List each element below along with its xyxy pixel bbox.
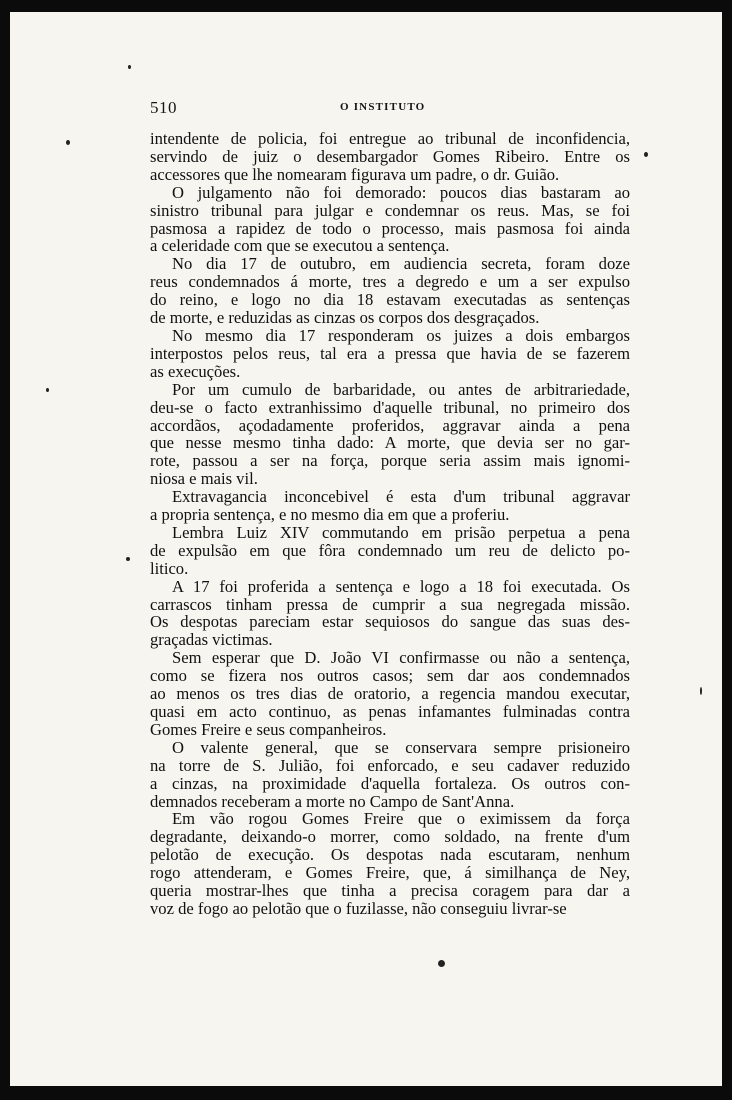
paragraph bbox=[150, 649, 630, 739]
text-line: graçadas victimas. bbox=[150, 630, 273, 650]
paragraph bbox=[150, 524, 630, 578]
book-page bbox=[10, 12, 722, 1086]
text-line: niosa e mais vil. bbox=[150, 469, 258, 489]
text-line: accordãos, açodadamente proferidos, aggravar ainda a pena bbox=[150, 415, 630, 435]
text-line: a propria sentença, e no mesmo dia em que a proferiu. bbox=[150, 505, 510, 525]
ink-speck bbox=[126, 557, 130, 561]
paragraph bbox=[150, 578, 630, 650]
text-line: interpostos pelos reus, tal era a pressa que havia de se fazerem bbox=[150, 343, 630, 363]
page-header bbox=[150, 98, 640, 118]
text-line: Em vão rogou Gomes Freire que o eximissem da força bbox=[172, 809, 630, 829]
text-line: Sem esperar que D. João VI confirmasse ou não a sentença, bbox=[172, 648, 630, 668]
text-line: Gomes Freire e seus companheiros. bbox=[150, 719, 387, 739]
text-line: deu-se o facto extranhissimo d'aquelle tribunal, no primeiro dos bbox=[150, 397, 630, 417]
paragraph bbox=[150, 184, 630, 256]
text-line: ao menos os tres dias de oratorio, a regencia mandou executar, bbox=[150, 684, 630, 704]
text-line: do reino, e logo no dia 18 estavam executadas as sentenças bbox=[150, 290, 630, 310]
ink-speck bbox=[128, 65, 131, 69]
text-line: Lembra Luiz XIV commutando em prisão perpetua a pena bbox=[172, 522, 630, 542]
text-line: as execuções. bbox=[150, 361, 241, 381]
text-line: No mesmo dia 17 responderam os juizes a dois embargos bbox=[172, 325, 630, 345]
ink-speck bbox=[46, 388, 49, 392]
paragraph bbox=[150, 381, 630, 488]
text-line: O valente general, que se conservara sempre prisioneiro bbox=[172, 737, 630, 757]
page-number: 510 bbox=[150, 98, 177, 117]
text-line: reus condemnados á morte, tres a degredo e um a ser expulso bbox=[150, 272, 630, 292]
text-line: de morte, e reduzidas as cinzas os corpos dos desgraçados. bbox=[150, 308, 540, 328]
text-line: No dia 17 de outubro, em audiencia secreta, foram doze bbox=[172, 254, 630, 274]
running-title: O INSTITUTO bbox=[340, 101, 426, 113]
text-line: litico. bbox=[150, 558, 189, 578]
text-line: Os despotas pareciam estar sequiosos do sangue das suas des- bbox=[150, 612, 630, 632]
paragraph bbox=[150, 255, 630, 327]
text-line: a cinzas, na proximidade d'aquella fortaleza. Os outros con- bbox=[150, 773, 630, 793]
paragraph bbox=[150, 488, 630, 524]
text-line: pasmosa a rapidez de todo o processo, mais pasmosa foi ainda bbox=[150, 218, 630, 238]
text-line: sinistro tribunal para julgar e condemnar os reus. Mas, se foi bbox=[150, 200, 630, 220]
text-line: voz de fogo ao pelotão que o fuzilasse, não conseguiu livrar-se bbox=[150, 898, 567, 918]
body-text bbox=[150, 130, 630, 918]
ink-speck bbox=[438, 960, 445, 967]
text-line: Por um cumulo de barbaridade, ou antes de arbitrariedade, bbox=[172, 379, 630, 399]
paragraph bbox=[150, 739, 630, 811]
text-line: degradante, deixando-o morrer, como soldado, na frente d'um bbox=[150, 827, 630, 847]
text-line: servindo de juiz o desembargador Gomes Ribeiro. Entre os bbox=[150, 146, 630, 166]
ink-speck bbox=[700, 687, 702, 695]
text-line: como se fizera nos outros casos; sem dar aos condemnados bbox=[150, 666, 630, 686]
ink-speck bbox=[644, 152, 648, 157]
text-line: de expulsão em que fôra condemnado um reu de delicto po- bbox=[150, 540, 630, 560]
ink-speck bbox=[66, 140, 70, 145]
text-line: rote, passou a ser na força, porque seria assim mais ignomi- bbox=[150, 451, 630, 471]
paragraph bbox=[150, 327, 630, 381]
text-line: demnados receberam a morte no Campo de Sant'Anna. bbox=[150, 791, 515, 811]
text-line: O julgamento não foi demorado: poucos dias bastaram ao bbox=[172, 182, 630, 202]
text-line: rogo attenderam, e Gomes Freire, que, á similhança de Ney, bbox=[150, 863, 630, 883]
text-line: intendente de policia, foi entregue ao tribunal de inconfidencia, bbox=[150, 129, 630, 148]
paragraph bbox=[150, 810, 630, 917]
text-line: pelotão de execução. Os despotas nada escutaram, nenhum bbox=[150, 845, 630, 865]
text-line: carrascos tinham pressa de cumprir a sua negregada missão. bbox=[150, 594, 630, 614]
text-line: quasi em acto continuo, as penas infamantes fulminadas contra bbox=[150, 702, 630, 721]
text-line: queria mostrar-lhes que tinha a precisa coragem para dar a bbox=[150, 881, 630, 901]
paragraph bbox=[150, 130, 630, 184]
text-line: A 17 foi proferida a sentença e logo a 18 foi executada. Os bbox=[172, 576, 630, 596]
text-line: accessores que lhe nomearam figurava um padre, o dr. Guião. bbox=[150, 164, 560, 184]
text-line: a celeridade com que se executou a sentença. bbox=[150, 236, 450, 256]
text-line: Extravagancia inconcebivel é esta d'um tribunal aggravar bbox=[172, 487, 630, 507]
text-line: que nesse mesmo tinha dado: A morte, que devia ser no gar- bbox=[150, 433, 630, 453]
text-line: na torre de S. Julião, foi enforcado, e seu cadaver reduzido bbox=[150, 755, 630, 775]
